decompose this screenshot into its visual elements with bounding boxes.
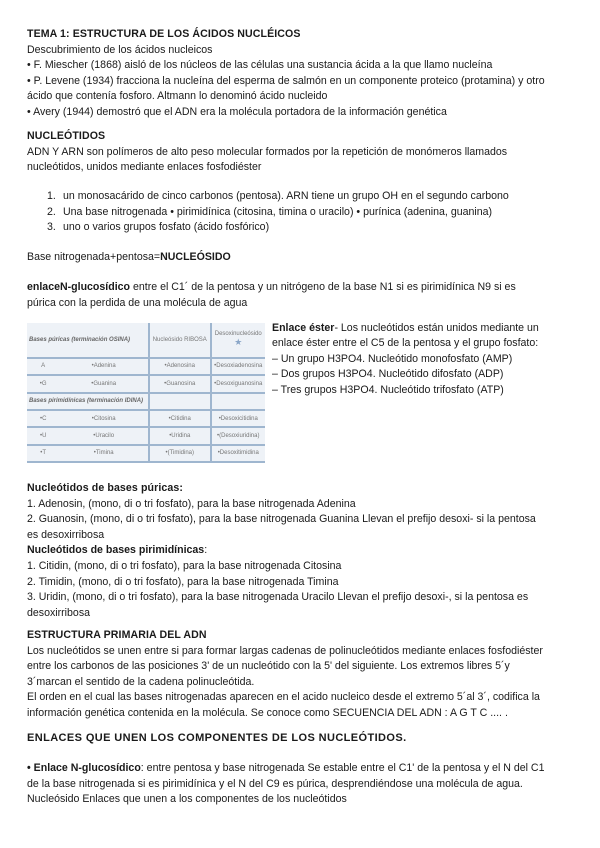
text-line: de la base nitrogenada si es pirimidínica y el N del C9 es púrica, desprendiéndose una molécula de agua. bbox=[27, 777, 523, 790]
text-line: 2. bbox=[47, 205, 56, 218]
text-line: Una base nitrogenada • pirimidínica (citosina, timina o uracilo) • purínica (adenina, guanina) bbox=[63, 205, 493, 218]
list-item bbox=[47, 205, 509, 221]
text-line: enlace éster entre el C5 de la pentosa y el grupo fosfato: bbox=[272, 337, 539, 350]
text-line: Nucleósido Enlaces que unen a los componentes de los nucleótidos bbox=[27, 793, 347, 806]
text-line: •Citosina bbox=[59, 410, 149, 427]
text-line: • Enlace N-glucosídico bbox=[27, 762, 141, 774]
intro-line: Descubrimiento de los ácidos nucleicos bbox=[27, 43, 213, 56]
nucleoside-table-image bbox=[27, 323, 265, 463]
text-line: 1. bbox=[47, 190, 56, 202]
intro-line: ácido que contenía fosforo. Altmann lo denominó ácido nucleido bbox=[27, 90, 328, 103]
subheading: Nucleótidos de bases púricas: bbox=[27, 482, 183, 494]
text-line: desoxirribosa bbox=[27, 606, 91, 619]
text-line: •Guanina bbox=[59, 375, 149, 392]
text-line: •U bbox=[27, 427, 59, 444]
table-row bbox=[27, 393, 265, 410]
intro-line: • F. Miescher (1868) aisló de los núcleos de las células una sustancia ácida a la que llamo nucleína bbox=[27, 59, 493, 72]
text-line: Bases púricas (terminación OSINA) bbox=[27, 323, 149, 358]
text-line: 2. Timidin, (mono, di o tri fosfato), para la base nitrogenada Timina bbox=[27, 575, 339, 588]
enlace-glucosidico-paragraph bbox=[27, 280, 516, 311]
text-line: es desoxirribosa bbox=[27, 528, 105, 541]
text-line: •Uridina bbox=[149, 427, 211, 444]
estructura-primaria-section bbox=[27, 628, 543, 722]
text-line: •Citidina bbox=[149, 410, 211, 427]
text-line: •Guanosina bbox=[149, 375, 211, 392]
text-line: : entre pentosa y base nitrogenada Se estable entre el C1' de la pentosa y el N del C1 bbox=[140, 762, 545, 774]
text-line: •Adenina bbox=[59, 358, 149, 375]
text-line: Enlace éster bbox=[272, 322, 335, 334]
document-title: TEMA 1: ESTRUCTURA DE LOS ÁCIDOS NUCLÉICOS bbox=[27, 28, 301, 40]
text-line: •Desoxiadenosina bbox=[211, 358, 266, 375]
text-line: •Adenosina bbox=[149, 358, 211, 375]
bases-section bbox=[27, 481, 536, 621]
text-line: 3´marcan el sentido de la cadena polinucleótida. bbox=[27, 675, 255, 688]
nucleosido-definition bbox=[27, 250, 231, 266]
text-line: •Timina bbox=[59, 445, 149, 462]
text-line: – Tres grupos H3PO4. Nucleótido trifosfato (ATP) bbox=[272, 383, 504, 396]
text-line: Desoxinucleósido bbox=[214, 331, 262, 338]
text-line: Los nucleótidos se unen entre si para formar largas cadenas de polinucleótidos mediante enlaces fosfodiéster bbox=[27, 644, 543, 657]
table-row bbox=[27, 375, 265, 392]
text-line: •Desoxitimidina bbox=[211, 445, 266, 462]
text-line: Nucleósido RIBOSA bbox=[149, 323, 211, 358]
table-row bbox=[27, 427, 265, 444]
text-line: 2. Guanosin, (mono, di o tri fosfato), para la base nitrogenada Guanina Llevan el prefijo desoxi- si la pentosa bbox=[27, 513, 536, 526]
section-heading: ENLACES QUE UNEN LOS COMPONENTES DE LOS NUCLEÓTIDOS. bbox=[27, 732, 407, 744]
text-line: – Un grupo H3PO4. Nucleótido monofosfato (AMP) bbox=[272, 352, 513, 365]
list-item bbox=[47, 220, 509, 236]
subheading: Nucleótidos de bases pirimidínicas bbox=[27, 544, 205, 557]
text-line: •(Desoxiuridina) bbox=[211, 427, 266, 444]
table-row bbox=[27, 410, 265, 427]
text-line: A bbox=[27, 358, 59, 375]
text-line: un monosacárido de cinco carbonos (pentosa). ARN tiene un grupo OH en el segundo carbono bbox=[63, 190, 509, 202]
text-line: Bases pirimidínicas (terminación IDINA) bbox=[27, 393, 149, 410]
text-line: •Desoxiguanosina bbox=[211, 375, 266, 392]
section-heading: NUCLEÓTIDOS bbox=[27, 130, 106, 142]
text-line: enlaceN-glucosídico bbox=[27, 281, 131, 293]
text-line: uno o varios grupos fosfato (ácido fosfórico) bbox=[63, 221, 270, 234]
text-line: •(Timidina) bbox=[149, 445, 211, 462]
text-line: entre el C1´ de la pentosa y un nitrógeno de la base N1 si es pirimidínica N9 si es bbox=[130, 281, 516, 293]
text-line: - Los nucleótidos están unidos mediante un bbox=[334, 322, 539, 334]
section-heading: ESTRUCTURA PRIMARIA DEL ADN bbox=[27, 629, 207, 641]
table-row bbox=[27, 358, 265, 375]
enlace-ester-paragraph bbox=[272, 321, 539, 398]
text-line: •C bbox=[27, 410, 59, 427]
list-item bbox=[47, 189, 509, 205]
intro-line: • P. Levene (1934) fracciona la nucleína del esperma de salmón en un componente proteico (protamina) y otro bbox=[27, 74, 545, 87]
intro-section bbox=[27, 27, 545, 121]
text-line: El orden en el cual las bases nitrogenadas aparecen en el acido nucleico desde el extremo 5´al 3´, codifica la bbox=[27, 691, 540, 704]
text-line: 1. Adenosin, (mono, di o tri fosfato), para la base nitrogenada Adenina bbox=[27, 497, 356, 510]
text-line: 3. Uridin, (mono, di o tri fosfato), para la base nitrogenada Uracilo Llevan el prefijo desoxi-, si la pentosa es bbox=[27, 591, 529, 604]
text-line: : bbox=[204, 544, 208, 557]
text-line: •Uracilo bbox=[59, 427, 149, 444]
paragraph-line: ADN Y ARN son polímeros de alto peso molecular formados por la repetición de monómeros llamados bbox=[27, 145, 508, 158]
text-line: entre los carbonos de las posiciones 3' de un nucleótido con la 5' del siguiente. Los extremos libres 5´y bbox=[27, 660, 510, 673]
nucleotidos-section bbox=[27, 129, 507, 176]
text-line: NUCLEÓSIDO bbox=[160, 251, 231, 263]
text-line: •Desoxicitidina bbox=[211, 410, 266, 427]
table-header bbox=[27, 323, 265, 358]
enlace-n-paragraph bbox=[27, 761, 544, 808]
enlaces-section bbox=[27, 731, 407, 747]
intro-line: • Avery (1944) demostró que el ADN era la molécula portadora de la información genética bbox=[27, 105, 447, 118]
text-line: 1. Citidin, (mono, di o tri fosfato), para la base nitrogenada Citosina bbox=[27, 559, 342, 572]
table-row bbox=[27, 445, 265, 462]
star-icon: ★ bbox=[234, 337, 243, 348]
text-line: •T bbox=[27, 445, 59, 462]
text-line: púrica con la perdida de una molécula de agua bbox=[27, 296, 248, 309]
text-line: Base nitrogenada+pentosa= bbox=[27, 251, 161, 263]
paragraph-line: nucleótidos, unidos mediante enlaces fosfodiéster bbox=[27, 161, 262, 174]
components-list bbox=[47, 189, 509, 236]
text-line: 3. bbox=[47, 221, 56, 234]
text-line: información genética contenida en la molécula. Se conoce como SECUENCIA DEL ADN : A G T C .... . bbox=[27, 706, 508, 719]
text-line: •G bbox=[27, 375, 59, 392]
text-line: – Dos grupos H3PO4. Nucleótido difosfato (ADP) bbox=[272, 368, 504, 381]
